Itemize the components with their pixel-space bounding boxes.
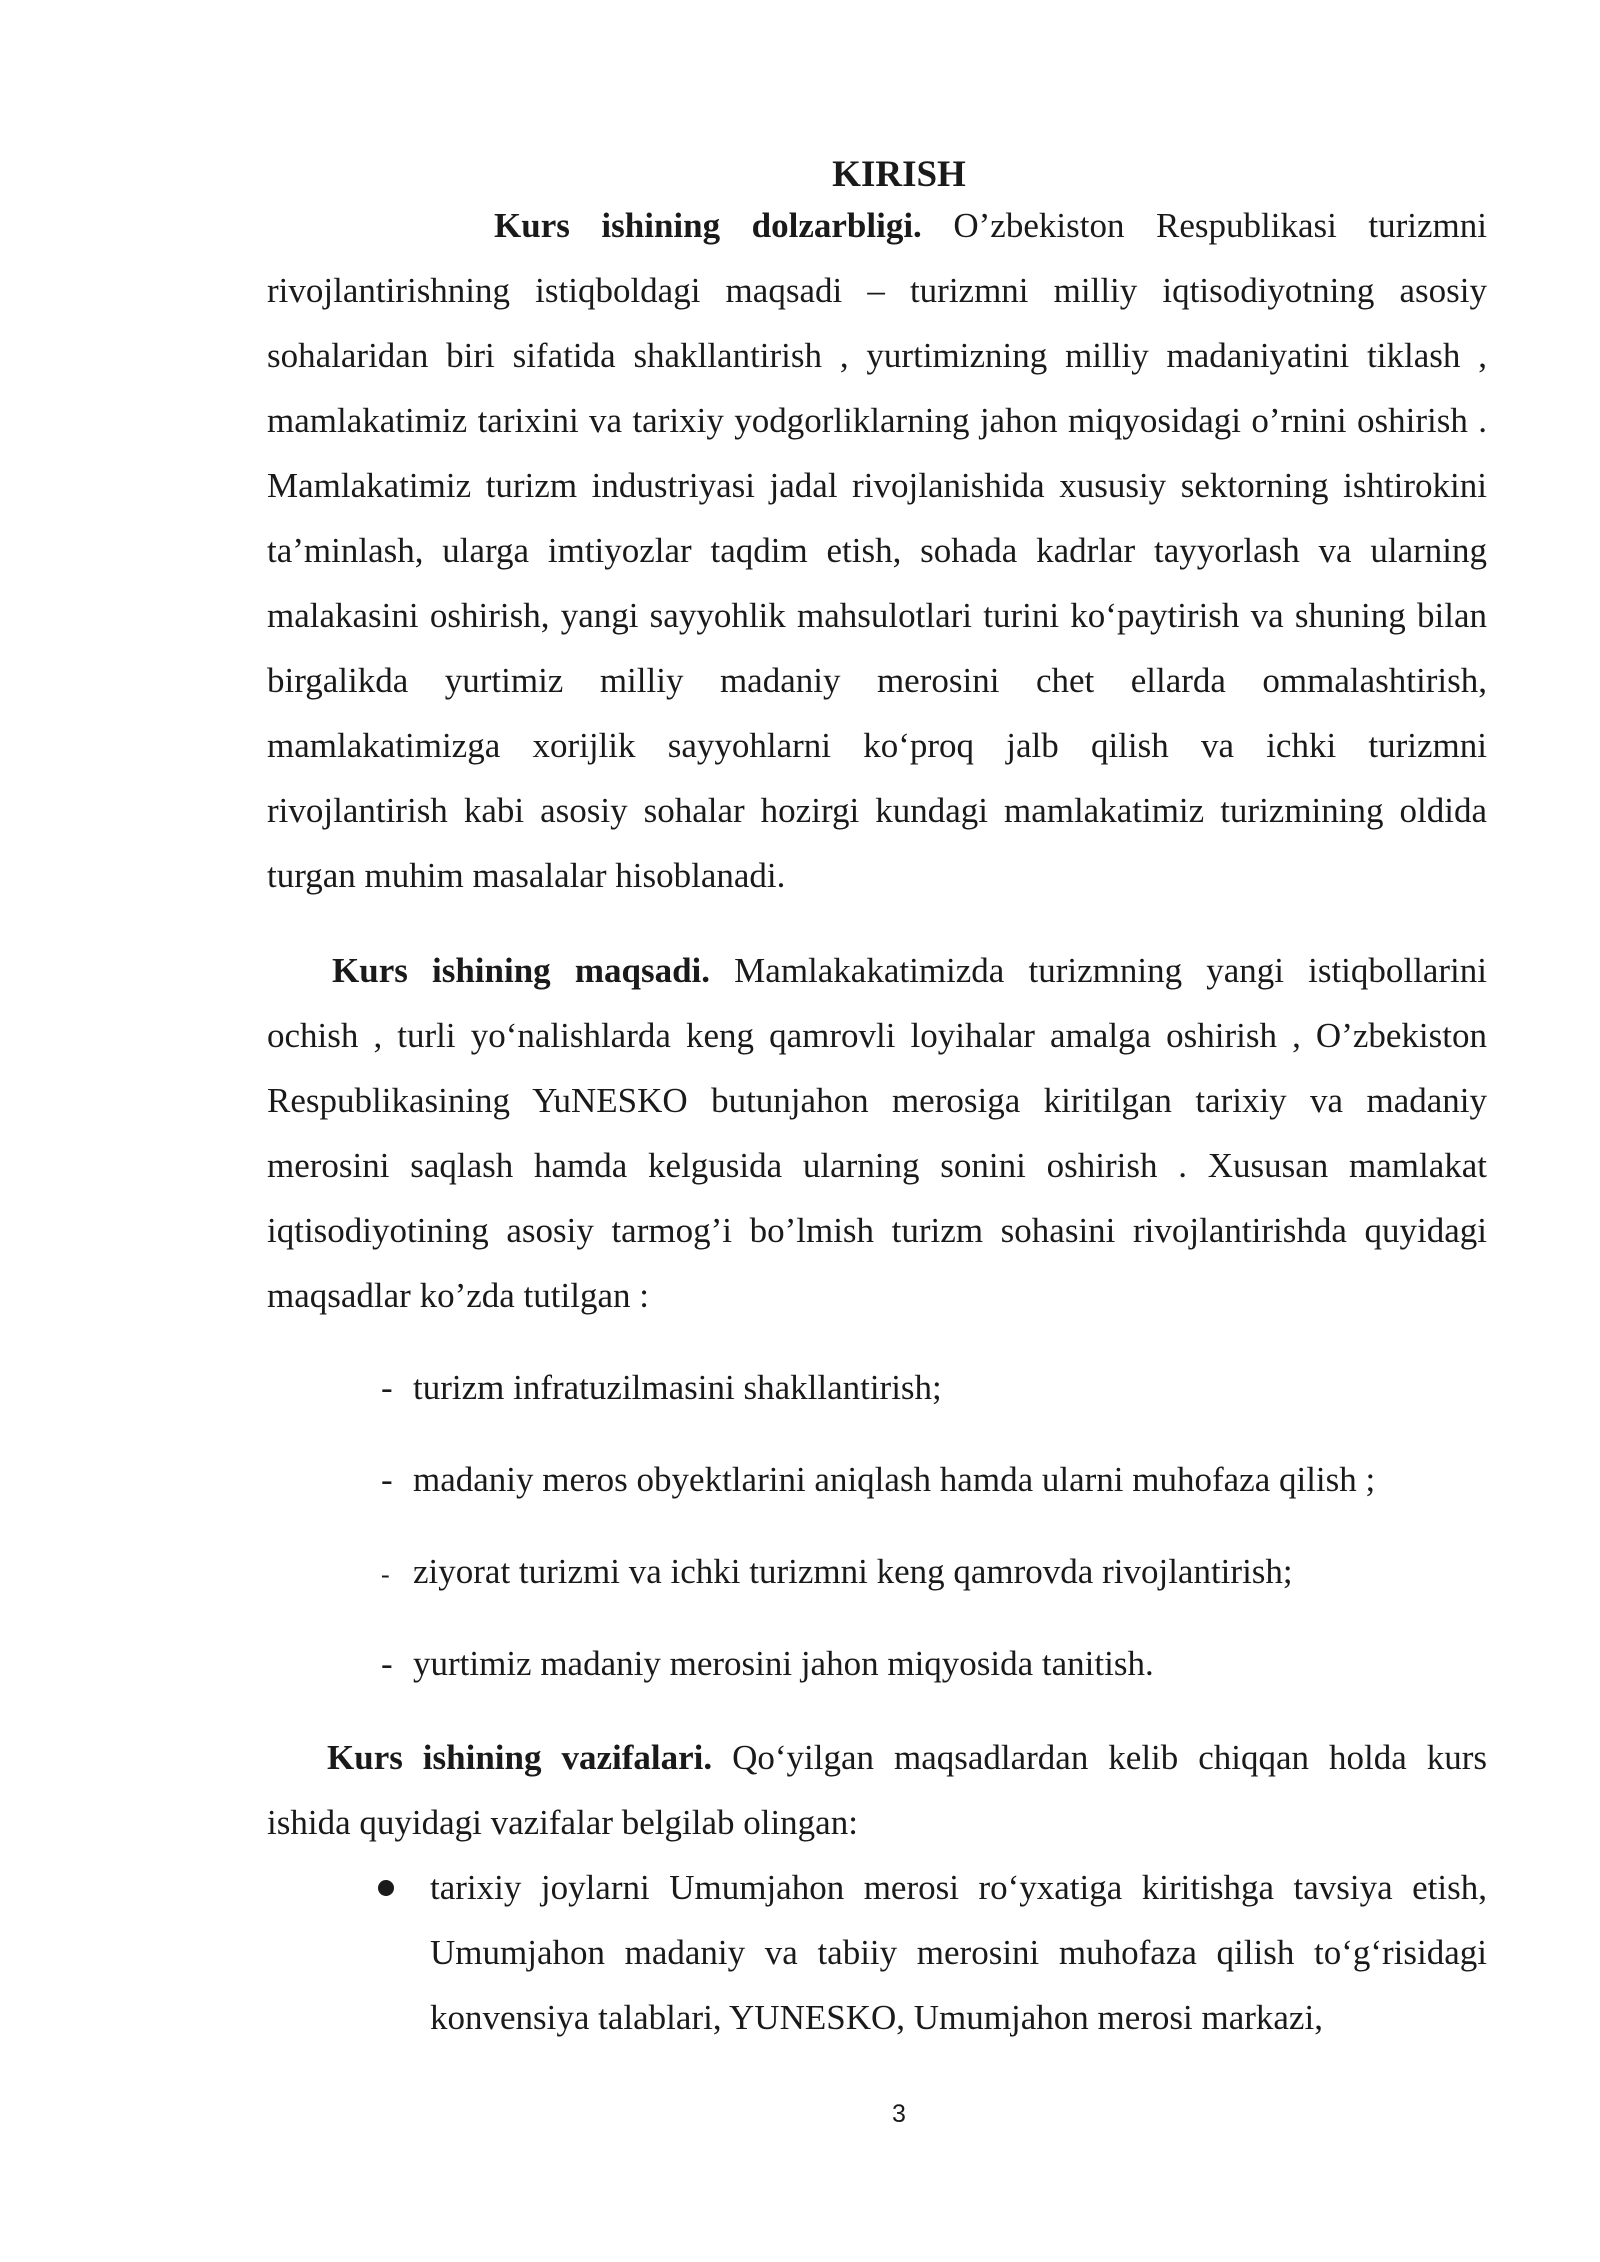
paragraph-lead: Kurs ishining maqsadi. bbox=[332, 951, 711, 990]
list-item bbox=[381, 1455, 1375, 1505]
list-marker: - bbox=[381, 1460, 393, 1499]
list-item-text: ziyorat turizmi va ichki turizmni keng qamrovda rivojlantirish; bbox=[413, 1552, 1293, 1591]
paragraph-tasks bbox=[267, 1725, 1487, 1855]
section-heading: KIRISH bbox=[832, 154, 966, 195]
paragraph-text: Mamlakakatimizda turizmning yangi istiqbollarini ochish , turli yo‘nalishlarda keng qamrovli loyihalar amalga oshirish , O’zbekiston Respublikasining YuNESKO butunjahon merosiga kiritilgan tarixiy va madaniy merosini saqlash hamda kelgusida ularning sonini oshirish . Xususan mamlakat iqtisodiyotining asosiy tarmog’i bo’lmish turizm sohasini rivojlantirishda quyidagi maqsadlar ko’zda tutilgan : bbox=[267, 951, 1487, 1315]
bullet-icon bbox=[378, 1880, 394, 1896]
list-item-text: turizm infratuzilmasini shakllantirish; bbox=[413, 1368, 942, 1407]
list-item-text: yurtimiz madaniy merosini jahon miqyosida tanitish. bbox=[413, 1644, 1154, 1683]
list-item-text: madaniy meros obyektlarini aniqlash hamda ularni muhofaza qilish ; bbox=[413, 1460, 1376, 1499]
paragraph-lead: Kurs ishining dolzarbligi. bbox=[494, 206, 922, 245]
paragraph-text: Qo‘yilgan maqsadlardan kelib chiqqan holda kurs ishida quyidagi vazifalar belgilab olingan: bbox=[267, 1738, 1488, 1842]
paragraph-text: O’zbekiston Respublikasi turizmni rivojlantirishning istiqboldagi maqsadi – turizmni milliy iqtisodiyotning asosiy sohalaridan biri sifatida shakllantirish , yurtimizning milliy madaniyatini tiklash , mamlakatimiz tarixini va tarixiy yodgorliklarning jahon miqyosidagi o’rnini oshirish . Mamlakatimiz turizm industriyasi jadal rivojlanishida xususiy sektorning ishtirokini ta’minlash, ularga imtiyozlar taqdim etish, sohada kadrlar tayyorlash va ularning malakasini oshirish, yangi sayyohlik mahsulotlari turini ko‘paytirish va shuning bilan birgalikda yurtimiz milliy madaniy merosini chet ellarda ommalashtirish, mamlakatimizga xorijlik sayyohlarni ko‘proq jalb qilish va ichki turizmni rivojlantirish kabi asosiy sohalar hozirgi kundagi mamlakatimiz turizmining oldida turgan muhim masalalar hisoblanadi. bbox=[267, 206, 1487, 895]
list-item bbox=[381, 1547, 1293, 1600]
paragraph-goal bbox=[267, 938, 1487, 1328]
list-marker: - bbox=[381, 1560, 390, 1589]
paragraph-lead: Kurs ishining vazifalari. bbox=[327, 1738, 713, 1777]
bullet-list-item: tarixiy joylarni Umumjahon merosi ro‘yxatiga kiritishga tavsiya etish, Umumjahon madaniy va tabiiy merosini muhofaza qilish to‘g‘risidagi konvensiya talablari, YUNESKO, Umumjahon merosi markazi, bbox=[430, 1868, 1487, 2037]
list-item bbox=[381, 1639, 1154, 1689]
list-item bbox=[381, 1363, 942, 1413]
list-marker: - bbox=[381, 1644, 393, 1683]
list-marker: - bbox=[381, 1368, 393, 1407]
paragraph-relevance bbox=[267, 193, 1487, 908]
page-number: 3 bbox=[892, 2100, 906, 2128]
